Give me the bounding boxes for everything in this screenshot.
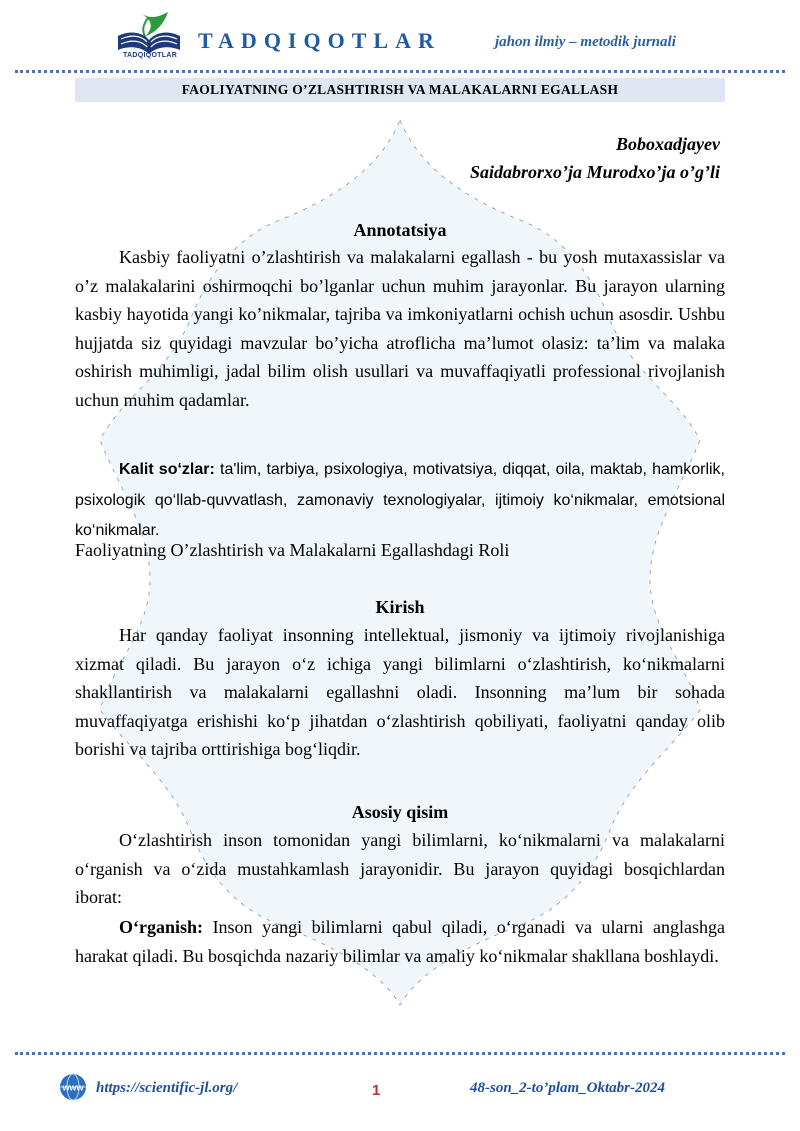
page-number: 1 (372, 1082, 381, 1099)
step-paragraph (75, 913, 725, 970)
page-header (0, 0, 800, 72)
globe-www-icon (58, 1072, 88, 1102)
footer-divider (15, 1052, 785, 1055)
article-subtitle: Faoliyatning O’zlashtirish va Malakalarni Egallashdagi Roli (75, 540, 510, 560)
annotation-heading: Annotatsiya (353, 220, 447, 240)
keywords-paragraph (75, 454, 725, 546)
svg-text:www: www (62, 1082, 84, 1093)
author-surname: Boboxadjayev (616, 134, 720, 154)
header-divider (15, 70, 785, 73)
logo-caption: TADQIQOTLAR (122, 52, 178, 59)
issue-info: 48-son_2-to’plam_Oktabr-2024 (470, 1080, 665, 1096)
article-title: FAOLIYATNING O’ZLASHTIRISH VA MALAKALARNI EGALLASH (75, 78, 725, 102)
journal-tagline: jahon ilmiy – metodik jurnali (495, 34, 676, 50)
journal-brand-name: TADQIQOTLAR (198, 28, 441, 53)
keywords-text: ta'lim, tarbiya, psixologiya, motivatsiya, diqqat, oila, maktab, hamkorlik, psixologik qo‘llab-quvvatlash, zamonaviy texnologiyalar, ijtimoiy ko‘nikmalar, emotsional ko‘nikmalar. (75, 461, 726, 540)
intro-heading: Kirish (375, 597, 425, 617)
step-label: O‘rganish: (119, 917, 204, 937)
intro-paragraph: Har qanday faoliyat insonning intellektual, jismoniy va ijtimoiy rivojlanishiga xizmat qiladi. Bu jarayon o‘z ichiga yangi bilimlarni o‘zlashtirish, ko‘nikmalarni shakllantirish va malakalarni egallashni oladi. Insonning ma’lum bir sohada muvaffaqiyatga erishishi ko‘p jihatdan o‘zlashtirish qobiliyati, faoliyatni qanday olib borishi va tajriba orttirishiga bog‘liqdir. (75, 625, 725, 760)
keywords-label: Kalit so‘zlar: (119, 461, 215, 478)
journal-website-link[interactable]: https://scientific-jl.org/ (96, 1080, 238, 1096)
main-paragraph: O‘zlashtirish inson tomonidan yangi bilimlarni, ko‘nikmalarni va malakalarni o‘rganish va o‘zida mustahkamlash jarayonidir. Bu jarayon quyidagi bosqichlardan iborat: (75, 830, 725, 908)
main-heading: Asosiy qisim (351, 802, 449, 822)
author-full-name: Saidabrorxo’ja Murodxo’ja o’g’li (469, 162, 720, 182)
annotation-paragraph: Kasbiy faoliyatni o’zlashtirish va malakalarni egallash - bu yosh mutaxassislar va o’z malakalarini oshirmoqchi bo’lganlar uchun muhim jarayonlar. Bu jarayon ularning kasbiy hayotida yangi ko’nikmalar, tajriba va imkoniyatlarni ochish uchun asosdir. Ushbu hujjatda siz quyidagi mavzular bo’yicha atroflicha ma’lumot olasiz: ta’lim va malaka oshirish muhimligi, jadal bilim olish usullari va muvaffaqiyatli professional rivojlanish uchun muhim qadamlar. (75, 247, 725, 410)
step-text: Inson yangi bilimlarni qabul qiladi, o‘rganadi va ularni anglashga harakat qiladi. Bu bosqichda nazariy bilimlar va amaliy ko‘nikmalar shakllana boshlaydi. (75, 917, 725, 966)
